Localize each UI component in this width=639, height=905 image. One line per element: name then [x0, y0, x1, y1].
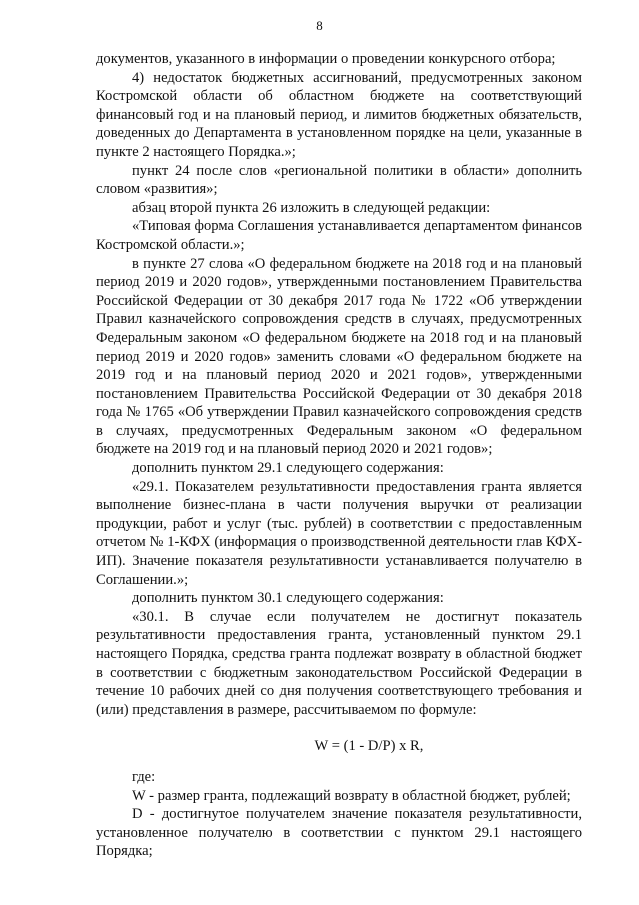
page-number: 8 — [316, 18, 323, 33]
paragraph-2: 4) недостаток бюджетных ассигнований, предусмотренных законом Костромской области об областном бюджете на соответствующий финансовый год и на плановый период, и лимитов бюджетных обязательств, доведенных до Департамента в установленном порядке на цели, указанные в пункте 2 настоящего Порядка.»; — [96, 69, 582, 160]
paragraph-5: «Типовая форма Соглашения устанавливается департаментом финансов Костромской области.»; — [96, 218, 582, 253]
paragraph-7: дополнить пунктом 29.1 следующего содержания: — [132, 460, 444, 477]
definition-w: W - размер гранта, подлежащий возврату в областной бюджет, рублей; — [132, 787, 571, 804]
paragraph-9: дополнить пунктом 30.1 следующего содержания: — [132, 590, 444, 607]
paragraph-8: «29.1. Показателем результативности предоставления гранта является выполнение бизнес-плана в части получения выручки от реализации продукции, работ и услуг (тыс. рублей) в соответствии с предоставленным отчетом № 1-КФХ (информация о производственной деятельности глав КФХ-ИП). Значение показателя результативности устанавливается получателю в Соглашении.»; — [96, 478, 582, 588]
where-label: где: — [132, 768, 156, 785]
formula: W = (1 - D/P) x R, — [314, 738, 424, 755]
paragraph-6: в пункте 27 слова «О федеральном бюджете на 2018 год и на плановый период 2019 и 2020 годов», утвержденными постановлением Правительства Российской Федерации от 30 декабря 2017 года № 1722 «Об утверждении Правил казначейского сопровождения средств в случаях, предусмотренных Федеральным законом «О федеральном бюджете на 2018 год и на плановый период 2019 и 2020 годов» заменить словами «О федеральном бюджете на 2019 год и на плановый период 2020 и 2021 годов», утвержденными постановлением Правительства Российской Федерации от 30 декабря 2018 года № 1765 «Об утверждении Правил казначейского сопровождения средств в случаях, предусмотренных Федеральным законом «О федеральном бюджете на 2019 год и на плановый период 2020 и 2021 годов»; — [96, 255, 582, 458]
paragraph-3: пункт 24 после слов «региональной политики в области» дополнить словом «развития»; — [96, 162, 582, 198]
paragraph-4: абзац второй пункта 26 изложить в следующей редакции: — [132, 199, 491, 216]
paragraph-10: «30.1. В случае если получателем не достигнут показатель результативности предоставления гранта, установленный пунктом 29.1 настоящего Порядка, средства гранта подлежат возврату в областной бюджет в соответствии с бюджетным законодательством Российской Федерации в течение 10 рабочих дней со дня получения соответствующего требования и (или) представления в размере, рассчитываемом по формуле: — [96, 608, 582, 718]
document-body — [96, 50, 582, 861]
paragraph-1: документов, указанного в информации о проведении конкурсного отбора; — [96, 51, 556, 67]
definition-d: D - достигнутое получателем значение показателя результативности, установленное получателю в соответствии с пунктом 29.1 настоящего Порядка; — [96, 806, 582, 860]
